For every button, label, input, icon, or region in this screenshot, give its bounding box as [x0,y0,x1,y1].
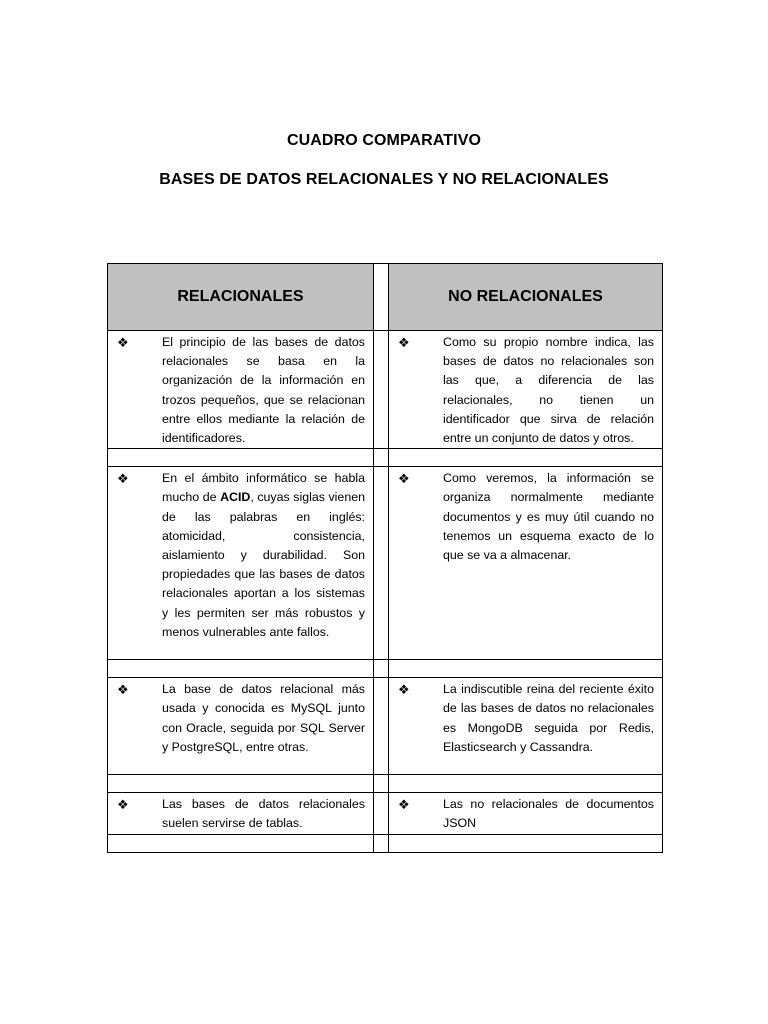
table-row [108,678,663,775]
diamond-bullet-icon: ❖ [398,797,410,813]
non-relational-text: Las no relacionales de documentos JSON [443,797,654,831]
spacer-cell [108,834,374,852]
gap-cell [374,793,389,834]
header-cell-non-relational [389,264,663,331]
gap-cell [374,331,389,449]
non-relational-cell [389,331,663,449]
document-subtitle: BASES DE DATOS RELACIONALES Y NO RELACIONALES [159,171,609,188]
non-relational-text: Como su propio nombre indica, las bases de datos no relacionales son las que, a diferencia de las relacionales, no tienen un identificador que sirva de relación entre un conjunto de datos y otros. [443,335,654,446]
comparison-table [107,263,663,853]
spacer-row [108,449,663,467]
table-row [108,793,663,834]
relational-text: La base de datos relacional más usada y conocida es MySQL junto con Oracle, seguida por SQL Server y PostgreSQL, entre otras. [162,682,365,754]
spacer-cell [389,449,663,467]
non-relational-cell [389,467,663,660]
gap-cell [374,449,389,467]
gap-cell [374,834,389,852]
diamond-bullet-icon: ❖ [398,682,410,698]
relational-text: Las bases de datos relacionales suelen servirse de tablas. [162,797,365,831]
relational-text-pre: En el ámbito informático se habla mucho de [162,471,365,505]
diamond-bullet-icon: ❖ [117,797,129,813]
gap-cell [374,678,389,775]
document-title: CUADRO COMPARATIVO [286,132,482,149]
diamond-bullet-icon: ❖ [398,335,410,350]
diamond-bullet-icon: ❖ [117,471,129,487]
spacer-cell [389,660,663,678]
relational-cell [108,331,374,449]
spacer-cell [389,834,663,852]
diamond-bullet-icon: ❖ [398,471,410,487]
acid-term: ACID [220,490,251,505]
table-row [108,467,663,660]
gap-cell [374,660,389,678]
header-non-relational: NO RELACIONALES [448,288,603,305]
spacer-row [108,775,663,793]
diamond-bullet-icon: ❖ [117,682,129,698]
gap-cell [374,467,389,660]
spacer-cell [108,660,374,678]
spacer-cell [108,775,374,793]
header-cell-relational [108,264,374,331]
non-relational-text: La indiscutible reina del reciente éxito de las bases de datos no relacionales es MongoDB seguida por Redis, Elasticsearch y Cassandra. [443,682,654,754]
table-row [108,331,663,449]
spacer-row [108,834,663,852]
table-header-row [108,264,663,331]
gap-cell [374,775,389,793]
non-relational-cell [389,678,663,775]
gap-cell [374,264,389,331]
header-relational: RELACIONALES [177,288,304,305]
relational-cell [108,793,374,834]
spacer-cell [389,775,663,793]
relational-text-post: , cuyas siglas vienen de las palabras en inglés: atomicidad, consistencia, aislamiento y durabilidad. Son propiedades que las bases de datos relacionales aportan a los sistemas y les permiten ser más robustos y menos vulnerables ante fallos. [162,490,365,639]
non-relational-text: Como veremos, la información se organiza normalmente mediante documentos y es muy útil cuando no tenemos un esquema exacto de lo que se va a almacenar. [443,471,654,563]
relational-text [162,469,367,642]
non-relational-cell [389,793,663,834]
relational-text: El principio de las bases de datos relacionales se basa en la organización de la información en trozos pequeños, que se relacionan entre ellos mediante la relación de identificadores. [162,335,365,446]
spacer-row [108,660,663,678]
diamond-bullet-icon: ❖ [117,335,129,350]
relational-cell [108,678,374,775]
spacer-cell [108,449,374,467]
relational-cell [108,467,374,660]
